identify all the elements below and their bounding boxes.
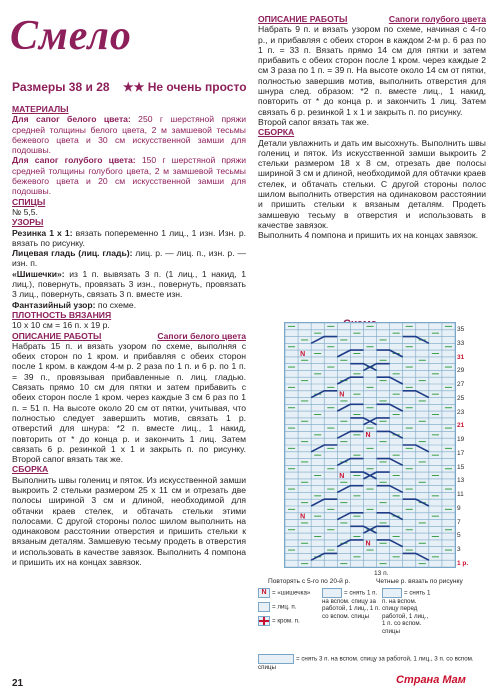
row-number: 19 (457, 436, 465, 444)
patterns-heading: УЗОРЫ (12, 217, 44, 228)
row-number: 7 (457, 518, 461, 526)
row-number: 31 (457, 353, 465, 361)
size-line (12, 80, 247, 94)
edge-swatch (258, 616, 270, 626)
row-number: 21 (457, 422, 465, 430)
work-blue-2: Второй сапог вязать так же. (258, 116, 369, 127)
chart-grid (285, 323, 455, 567)
knitting-chart (284, 322, 456, 568)
legend-knit: = лиц. п. (258, 602, 318, 612)
row-number: 33 (457, 339, 465, 347)
legend-bump: N = «шишечка» (258, 588, 318, 598)
bump-stitch: «Шишечки»: из 1 п. вывязать 3 п. (1 лиц., 1 накид, 1 лиц.), повернуть, провязать 3 изн., повернуть, провязать 3 лиц., повернуть, связать 3 п. вместе изн. (12, 268, 246, 300)
knit-swatch (258, 602, 270, 612)
row-number: 29 (457, 367, 465, 375)
caption-even-rows: Четные р. вязать по рисунку (376, 578, 463, 585)
caption-repeat: Повторять с 5-го по 20-й р. (268, 578, 351, 585)
row-number: 3 (457, 546, 461, 554)
svg-text:N: N (300, 350, 306, 358)
work-heading-blue: ОПИСАНИЕ РАБОТЫ Сапоги голубого цвета (258, 14, 486, 24)
cross-back-swatch (322, 588, 342, 598)
difficulty-stars: ★★ (122, 80, 145, 94)
assembly-white: Выполнить швы голениц и пяток. Из искусственной замши выкроить 2 стельки размером 25 х 11 см и отрезать две полосы шириной 3 см и длиной, необходимой для обтачки краев стелек, и обтачать стельки этими полосами. С другой стороны полос шилом выполнить на одинаковом расстоянии отверстия и пришить стельки к вязаным деталям. Замшевую тесьму продеть в отверстия и использовать в качестве завязок. Выполнить 4 помпона и пришить их на концах завязок. (12, 474, 246, 568)
work-white: Набрать 15 п. и вязать узором по схеме, выполняя с обеих сторон по 1 кром. и прибавляя с обеих сторон после 1 кром. в каждом 4-м р. 2 раза по 1 п. и 6 р. по 1 п. = 39 п., провязывая прибавленные п. лиц. гладью. Связать прямо 10 см для пятки и затем прибавить с обеих сторон после 1 кром. через каждые 3 см 6 раз по 1 п. = 51 п. На высоте около 20 см от пятки, учитывая, что полностью следует завершить мотив, связать 1 р. отверстий для шнура: *2 п. вместе лиц., 1 накид, повторить от * до конца р. и закончить 1 лиц. Затем связать 6 р. резинкой 1 х 1 и закрыть п. по рисунку. Второй сапог вязать так же. (12, 340, 246, 465)
materials-heading: МАТЕРИАЛЫ (12, 104, 69, 114)
row-number: 27 (457, 381, 465, 389)
left-column (12, 104, 246, 567)
materials-white: Для сапог белого цвета: 250 г шерстяной пряжи средней толщины белого цвета, 2 м замшевой тесьмы бежевого цвета и 30 см искусственной замши для подошвы. (12, 114, 246, 156)
svg-text:N: N (339, 472, 345, 480)
row-number: 23 (457, 408, 465, 416)
row-number: 13 (457, 477, 465, 485)
assembly-heading-blue: СБОРКА (258, 127, 295, 138)
chart-legend (258, 588, 488, 682)
assembly-blue: Детали увлажнить и дать им высохнуть. Выполнить швы голениц и пяток. Из искусственной замши выкроить 2 стельки размером 18 х 8 см, отрезать две полосы шириной 3 см и длиной, необходимой для обтачки краев стелек, и обтачать стельки. С другой стороны полос шилом выполнить отверстия на одинаковом расстоянии и пришить стельки к вязаным деталям. Продеть замшевую тесьму в отверстия и использовать в качестве завязок. (258, 137, 486, 230)
assembly-heading-white: СБОРКА (12, 464, 49, 475)
right-column (258, 14, 486, 241)
row-number: 35 (457, 326, 465, 333)
cable3-swatch (258, 654, 294, 664)
row-number: 15 (457, 463, 465, 471)
article-title: Смело (10, 13, 132, 59)
needles: № 5,5. (12, 206, 38, 217)
stitch-count: 13 п. (374, 570, 389, 577)
row-number: 25 (457, 394, 465, 402)
bump-swatch: N (258, 588, 270, 598)
cross-front-swatch (382, 588, 402, 598)
materials-blue: Для сапог голубого цвета: 150 г шерстяной пряжи средней толщины голубого цвета, 2 м замшевой тесьмы бежевого цвета и 20 см искусственной замши для подошвы. (12, 155, 247, 197)
sizes: Размеры 38 и 28 (12, 80, 110, 94)
svg-text:N: N (300, 513, 306, 521)
row-number: 17 (457, 449, 465, 457)
fancy-pattern: Фантазийный узор: по схеме. (12, 299, 137, 310)
row-number: 9 (457, 504, 461, 512)
work-heading-white: ОПИСАНИЕ РАБОТЫ Сапоги белого цвета (12, 330, 246, 341)
legend-cross-front: = снять 1 п. на вспом. спицу перед работой, 1 лиц., 1 п. со вспом. спицы (382, 589, 431, 635)
row-number: 1 р. (457, 560, 469, 567)
svg-text:N: N (365, 540, 371, 548)
needles-heading: СПИЦЫ (12, 196, 46, 207)
work-blue: Набрать 9 п. и вязать узором по схеме, начиная с 4-го р., и прибавляя с обеих сторон в каждом 2-м р. 6 раз по 1 п. = 33 п. Вязать прямо 14 см для пятки и затем прибавить с обеих сторон после 1 кром. через каждые 2 см 3 раза по 1 п. = 39 п. На высоте около 14 см от пятки, полностью завершив мотив, выполнить отверстия для шнура след. образом: *2 п. вместе лиц., 1 накид, повторить от * до конца р. и закончить 1 лиц. Затем связать 6 р. резинкой 1 х 1 и закрыть п. по рисунку. (258, 24, 486, 117)
difficulty: Не очень просто (147, 80, 247, 94)
gauge-heading: ПЛОТНОСТЬ ВЯЗАНИЯ (12, 309, 112, 320)
svg-text:N: N (339, 391, 345, 399)
row-number: 11 (457, 491, 464, 499)
svg-text:N: N (365, 432, 371, 440)
legend-edge: = кром. п. (258, 616, 318, 626)
gauge: 10 х 10 см = 16 п. х 19 р. (12, 320, 110, 331)
page-number: 21 (12, 678, 24, 689)
site-logo: Страна Мам (396, 674, 466, 686)
row-number: 5 (457, 532, 461, 540)
rib-pattern: Резинка 1 х 1: вязать попеременно 1 лиц., 1 изн. Изн. р. вязать по рисунку. (12, 227, 246, 248)
legend-cable-3: = снять 3 п. на вспом. спицу за работой, 1 лиц., 3 п. со вспом. спицы (258, 655, 474, 671)
stockinette: Лицевая гладь (лиц. гладь): лиц. р. — лиц. п., изн. р. — изн. п. (12, 248, 246, 269)
legend-cross-back: = снять 1 п. на вспом. спицу за работой, 1 лиц., 1 п. со вспом. спицы (322, 589, 380, 620)
assembly-blue-2: Выполнить 4 помпона и пришить их на концах завязок. (258, 230, 479, 241)
